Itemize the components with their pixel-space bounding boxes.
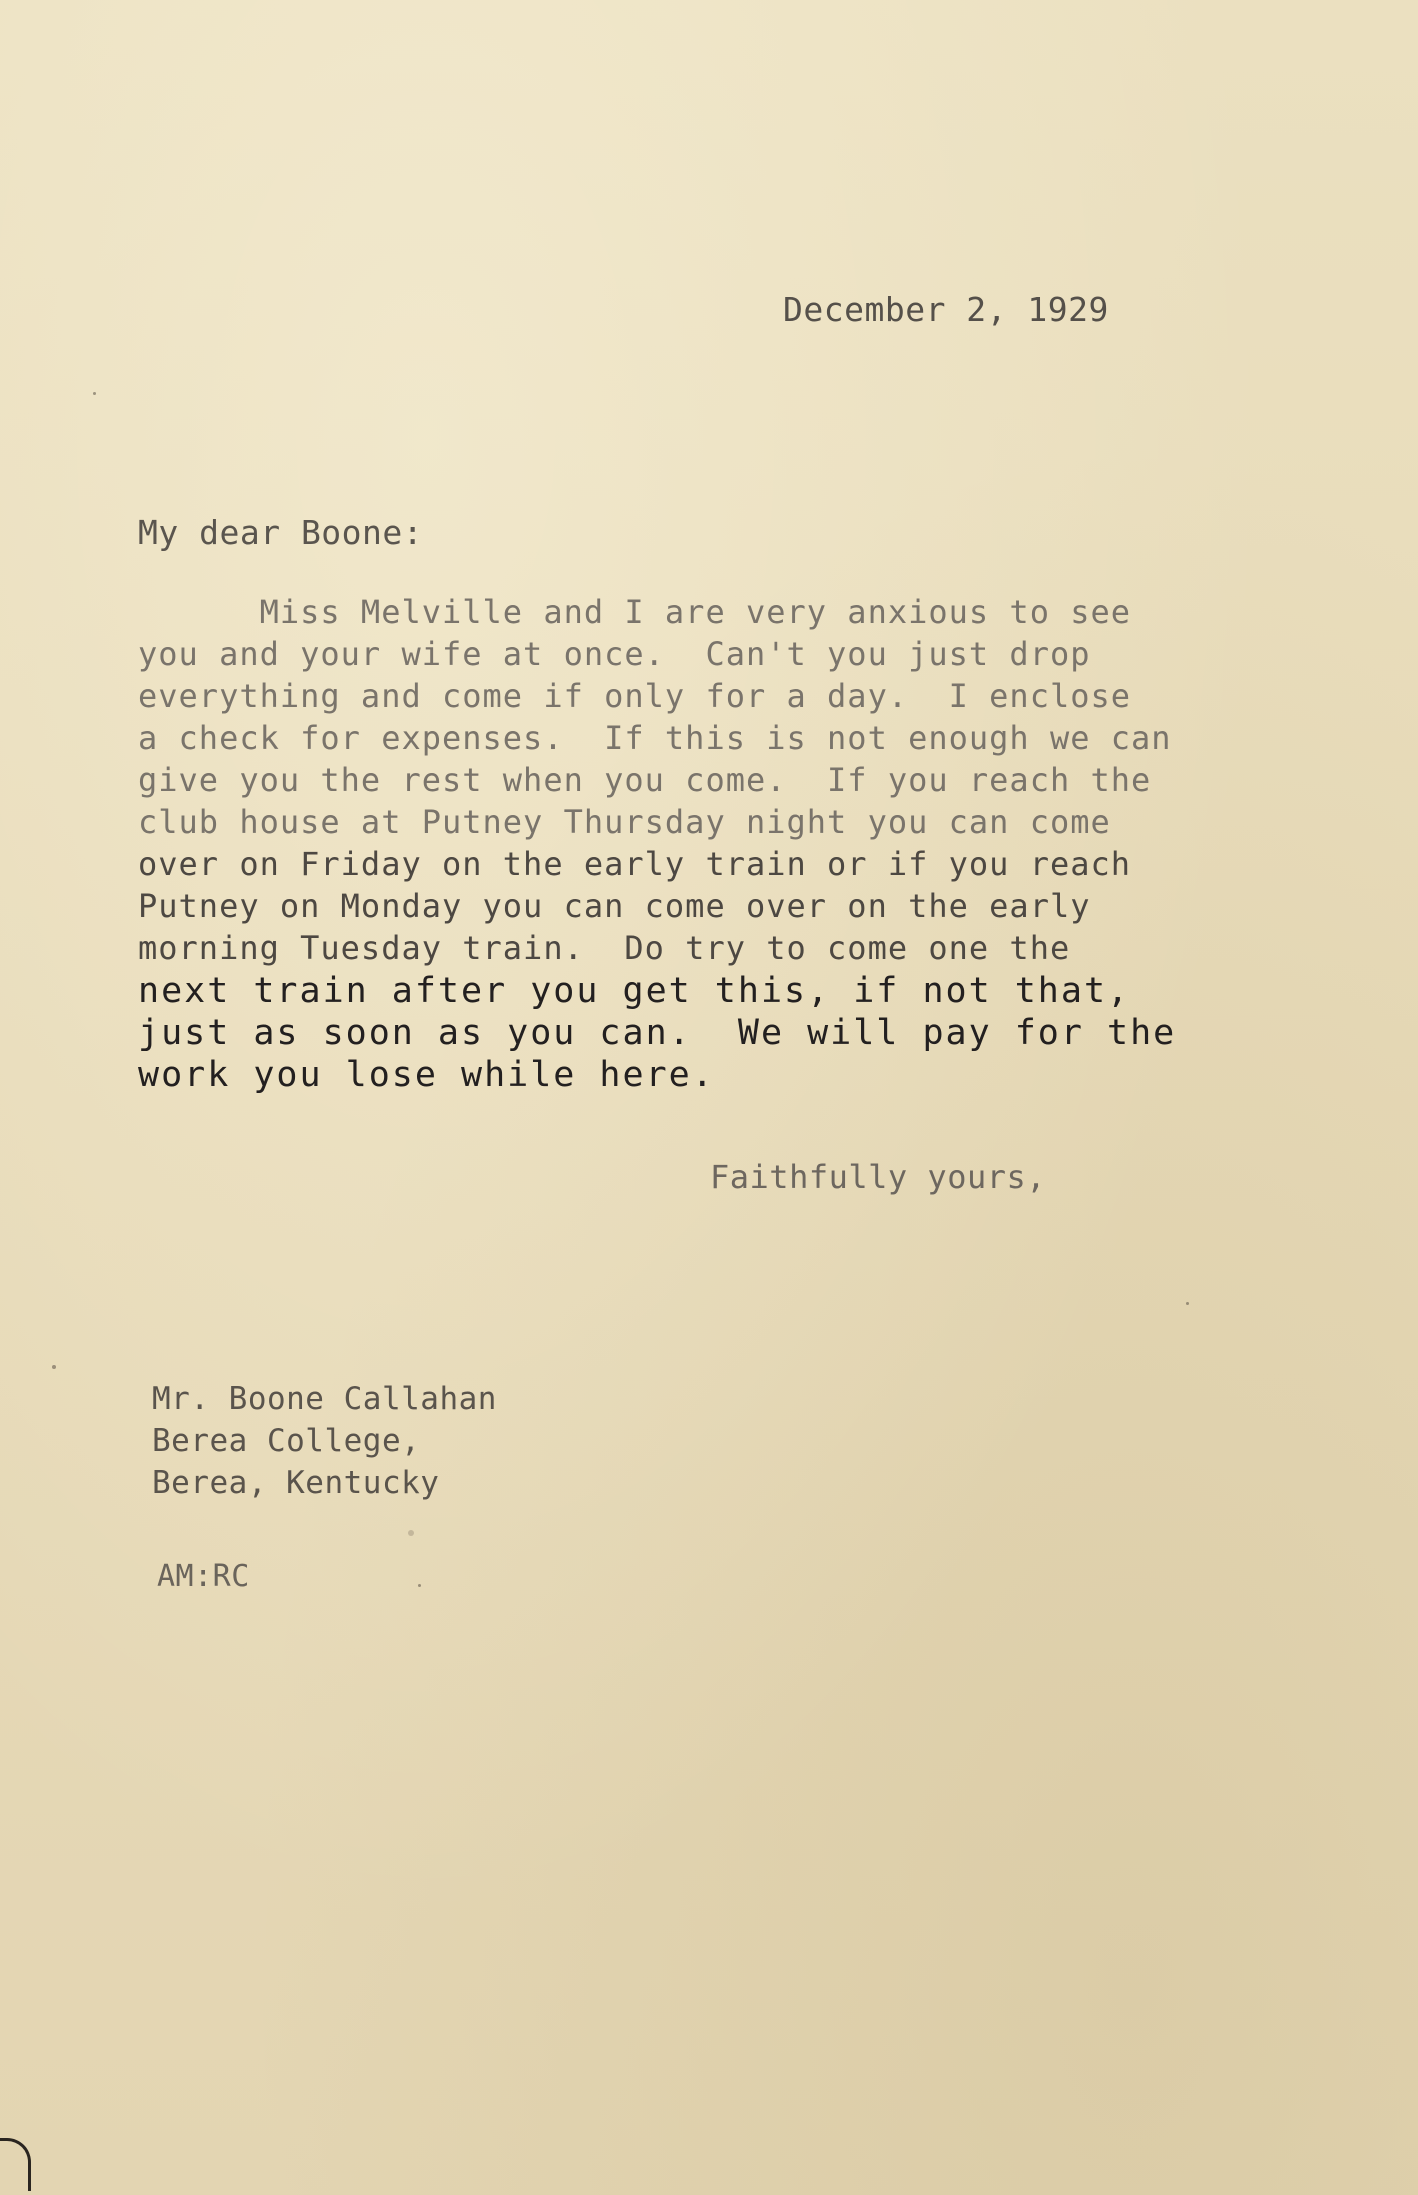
address-line: Mr. Boone Callahan [152,1381,497,1417]
paper-speck [93,392,96,395]
letter-date: December 2, 1929 [783,290,1109,329]
body-line: over on Friday on the early train or if you reach [138,845,1132,883]
body-line: Miss Melville and I are very anxious to see [138,593,1132,631]
paper-speck [52,1365,56,1369]
body-line: just as soon as you can. We will pay for the [138,1013,1177,1053]
body-line: you and your wife at once. Can't you just drop [138,635,1091,673]
corner-mark [0,2138,31,2191]
address-line: Berea, Kentucky [152,1465,440,1501]
salutation: My dear Boone: [138,513,424,552]
paper-speck [1186,1302,1189,1305]
body-line: next train after you get this, if not that, [138,971,1131,1011]
reference-initials: AM:RC [157,1559,250,1594]
body-line: club house at Putney Thursday night you can come [138,803,1111,841]
body-line: Putney on Monday you can come over on the early [138,887,1091,925]
address-line: Berea College, [152,1423,421,1459]
closing: Faithfully yours, [710,1158,1047,1196]
body-line: work you lose while here. [138,1055,715,1095]
body-line: a check for expenses. If this is not enough we can [138,719,1172,757]
body-line: morning Tuesday train. Do try to come one the [138,929,1071,967]
body-line: everything and come if only for a day. I enclose [138,677,1132,715]
paper-speck [408,1530,414,1536]
body-line: give you the rest when you come. If you reach the [138,761,1152,799]
paper-speck [418,1584,421,1587]
